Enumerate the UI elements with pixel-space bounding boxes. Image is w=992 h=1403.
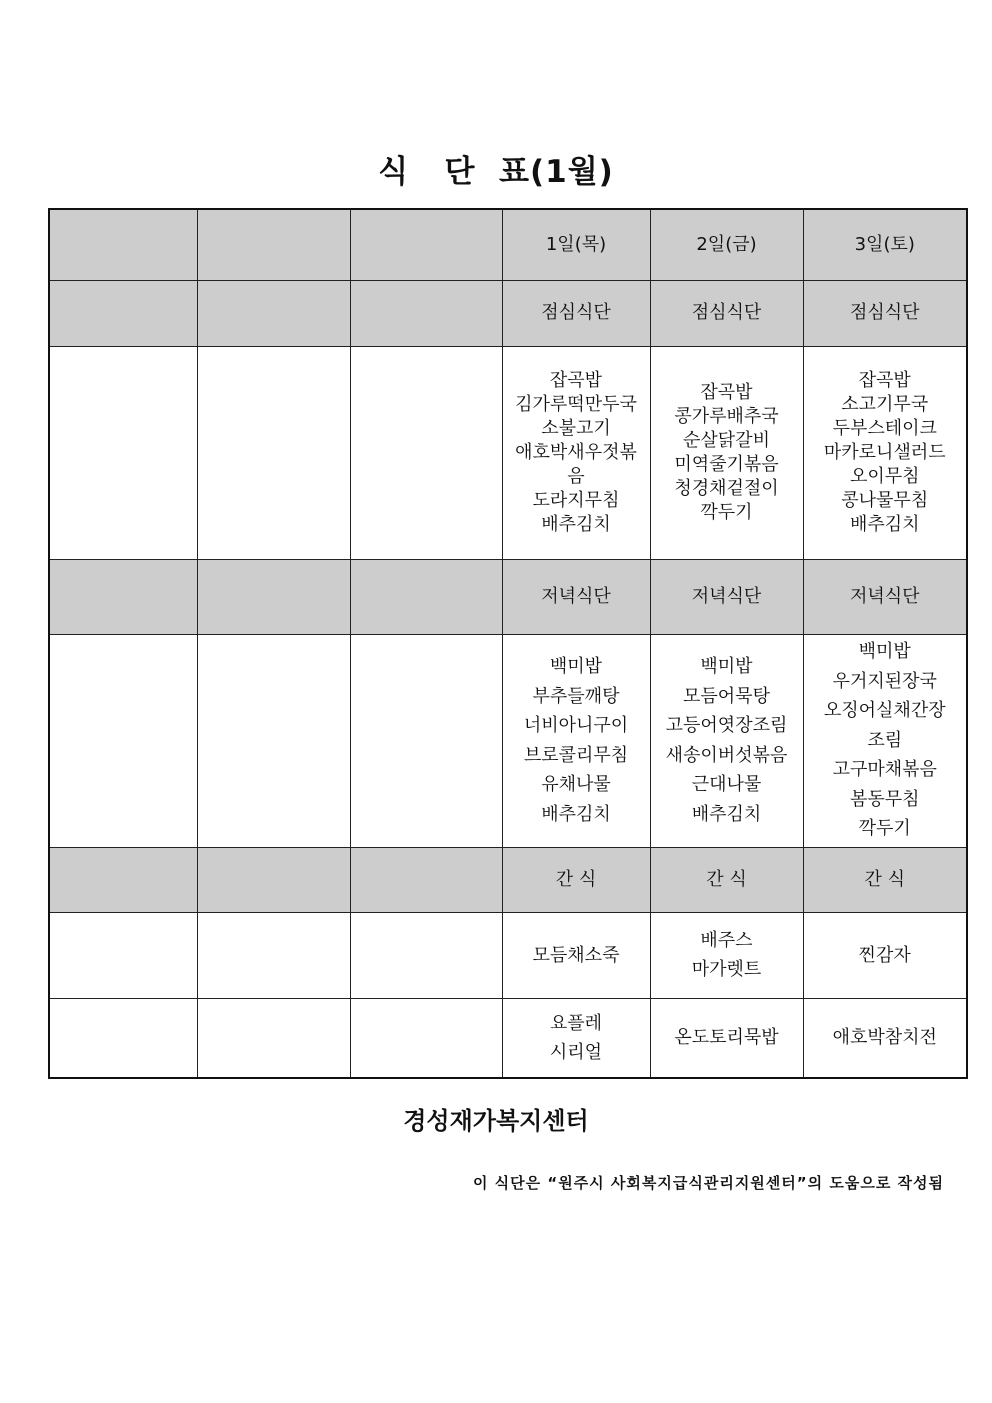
lunch-menu-cell (803, 346, 967, 559)
menu-item: 고구마채볶음 (832, 759, 937, 781)
menu-item: 요플레 (549, 1012, 603, 1034)
menu-item: 마가렛트 (691, 959, 762, 980)
dinner-header: 저녁식단 (650, 559, 803, 634)
menu-item: 새송이버섯볶음 (665, 744, 788, 766)
menu-item: 배추김치 (541, 803, 611, 825)
menu-item: 브로콜리무침 (523, 744, 629, 766)
organization-name: 경성재가복지센터 (403, 1107, 589, 1135)
empty-cell (350, 280, 502, 346)
empty-cell (197, 912, 350, 998)
empty-cell (49, 559, 197, 634)
empty-cell (49, 280, 197, 346)
menu-item: 배주스 (700, 930, 753, 951)
snack-menu-cell (803, 912, 967, 998)
empty-cell (350, 998, 502, 1078)
dinner-menu-cell (650, 634, 803, 847)
empty-cell (49, 634, 197, 847)
empty-cell (197, 209, 350, 280)
empty-cell (350, 209, 502, 280)
empty-cell (197, 346, 350, 559)
dinner-menu-cell (803, 634, 967, 847)
menu-item: 배추김치 (849, 513, 920, 535)
menu-item: 백미밥 (700, 656, 753, 677)
snack-menu-cell (502, 998, 650, 1078)
empty-cell (197, 634, 350, 847)
menu-item: 애호박새우젓볶 (515, 441, 637, 463)
menu-item: 잡곡밥 (858, 369, 911, 391)
menu-item: 오징어실채간장 (823, 700, 946, 722)
snack-header-row (49, 847, 967, 912)
menu-item: 마카로니샐러드 (823, 441, 946, 463)
snack-menu-cell (803, 998, 967, 1078)
snack-menu-cell (650, 912, 803, 998)
menu-item: 깍두기 (700, 501, 753, 523)
menu-item: 유채나물 (541, 774, 611, 795)
date-cell: 3일(토) (803, 209, 967, 280)
menu-item: 소불고기 (541, 417, 611, 439)
menu-title: 식 단 표(1월) (378, 154, 614, 190)
menu-item: 백미밥 (858, 641, 911, 663)
dinner-header: 저녁식단 (502, 559, 650, 634)
menu-item: 오이무침 (849, 465, 920, 487)
menu-item: 애호박참치전 (832, 1027, 937, 1049)
menu-item: 부추들깨탕 (532, 685, 620, 707)
menu-item: 배추김치 (691, 803, 762, 825)
menu-item: 두부스테이크 (832, 417, 937, 439)
menu-item: 음 (567, 465, 585, 487)
dinner-header-row (49, 559, 967, 634)
footer-note: 이 식단은 “원주시 사회복지급식관리지원센터”의 도움으로 작성됨 (472, 1174, 944, 1192)
snack-header: 간 식 (803, 847, 967, 912)
menu-item: 잡곡밥 (549, 369, 603, 391)
dinner-row (49, 634, 967, 847)
menu-item: 청경채겉절이 (674, 477, 779, 499)
snack-menu-cell (502, 912, 650, 998)
empty-cell (350, 559, 502, 634)
menu-item: 모듬채소죽 (532, 944, 620, 966)
menu-item: 순살닭갈비 (683, 429, 770, 451)
menu-item: 찐감자 (858, 944, 911, 966)
empty-cell (49, 209, 197, 280)
menu-item: 모듬어묵탕 (683, 685, 770, 707)
lunch-header: 점심식단 (650, 280, 803, 346)
empty-cell (49, 912, 197, 998)
dinner-menu-cell (502, 634, 650, 847)
menu-item: 근대나물 (691, 774, 762, 795)
menu-item: 김가루떡만두국 (515, 393, 637, 415)
date-cell: 2일(금) (650, 209, 803, 280)
empty-cell (350, 346, 502, 559)
menu-item: 미역줄기볶음 (674, 453, 779, 475)
lunch-header: 점심식단 (803, 280, 967, 346)
empty-cell (350, 912, 502, 998)
menu-item: 조림 (867, 729, 903, 751)
lunch-menu-cell (502, 346, 650, 559)
empty-cell (197, 280, 350, 346)
menu-item: 백미밥 (549, 656, 603, 677)
menu-item: 콩나물무침 (841, 489, 929, 511)
lunch-header: 점심식단 (502, 280, 650, 346)
empty-cell (197, 559, 350, 634)
menu-item: 잡곡밥 (700, 381, 753, 403)
menu-item: 고등어엿장조림 (665, 715, 788, 736)
date-cell: 1일(목) (502, 209, 650, 280)
dinner-header: 저녁식단 (803, 559, 967, 634)
menu-item: 시리얼 (549, 1041, 603, 1063)
snack-menu-cell (650, 998, 803, 1078)
menu-item: 너비아니구이 (523, 715, 629, 736)
menu-item: 배추김치 (541, 513, 611, 535)
menu-item: 깍두기 (858, 818, 911, 840)
menu-item: 콩가루배추국 (674, 405, 779, 427)
snack1-row (49, 912, 967, 998)
lunch-header-row (49, 280, 967, 346)
snack-header: 간 식 (502, 847, 650, 912)
menu-item: 도라지무침 (532, 489, 620, 511)
empty-cell (350, 847, 502, 912)
date-row (49, 209, 967, 280)
empty-cell (197, 998, 350, 1078)
empty-cell (197, 847, 350, 912)
lunch-row (49, 346, 967, 559)
snack2-row (49, 998, 967, 1078)
menu-item: 온도토리묵밥 (674, 1027, 779, 1049)
empty-cell (49, 847, 197, 912)
empty-cell (49, 998, 197, 1078)
menu-item: 우거지된장국 (832, 670, 937, 692)
menu-item: 소고기무국 (841, 393, 929, 415)
lunch-menu-cell (650, 346, 803, 559)
menu-table (48, 208, 968, 1079)
snack-header: 간 식 (650, 847, 803, 912)
empty-cell (350, 634, 502, 847)
menu-item: 봄동무침 (849, 788, 920, 810)
empty-cell (49, 346, 197, 559)
